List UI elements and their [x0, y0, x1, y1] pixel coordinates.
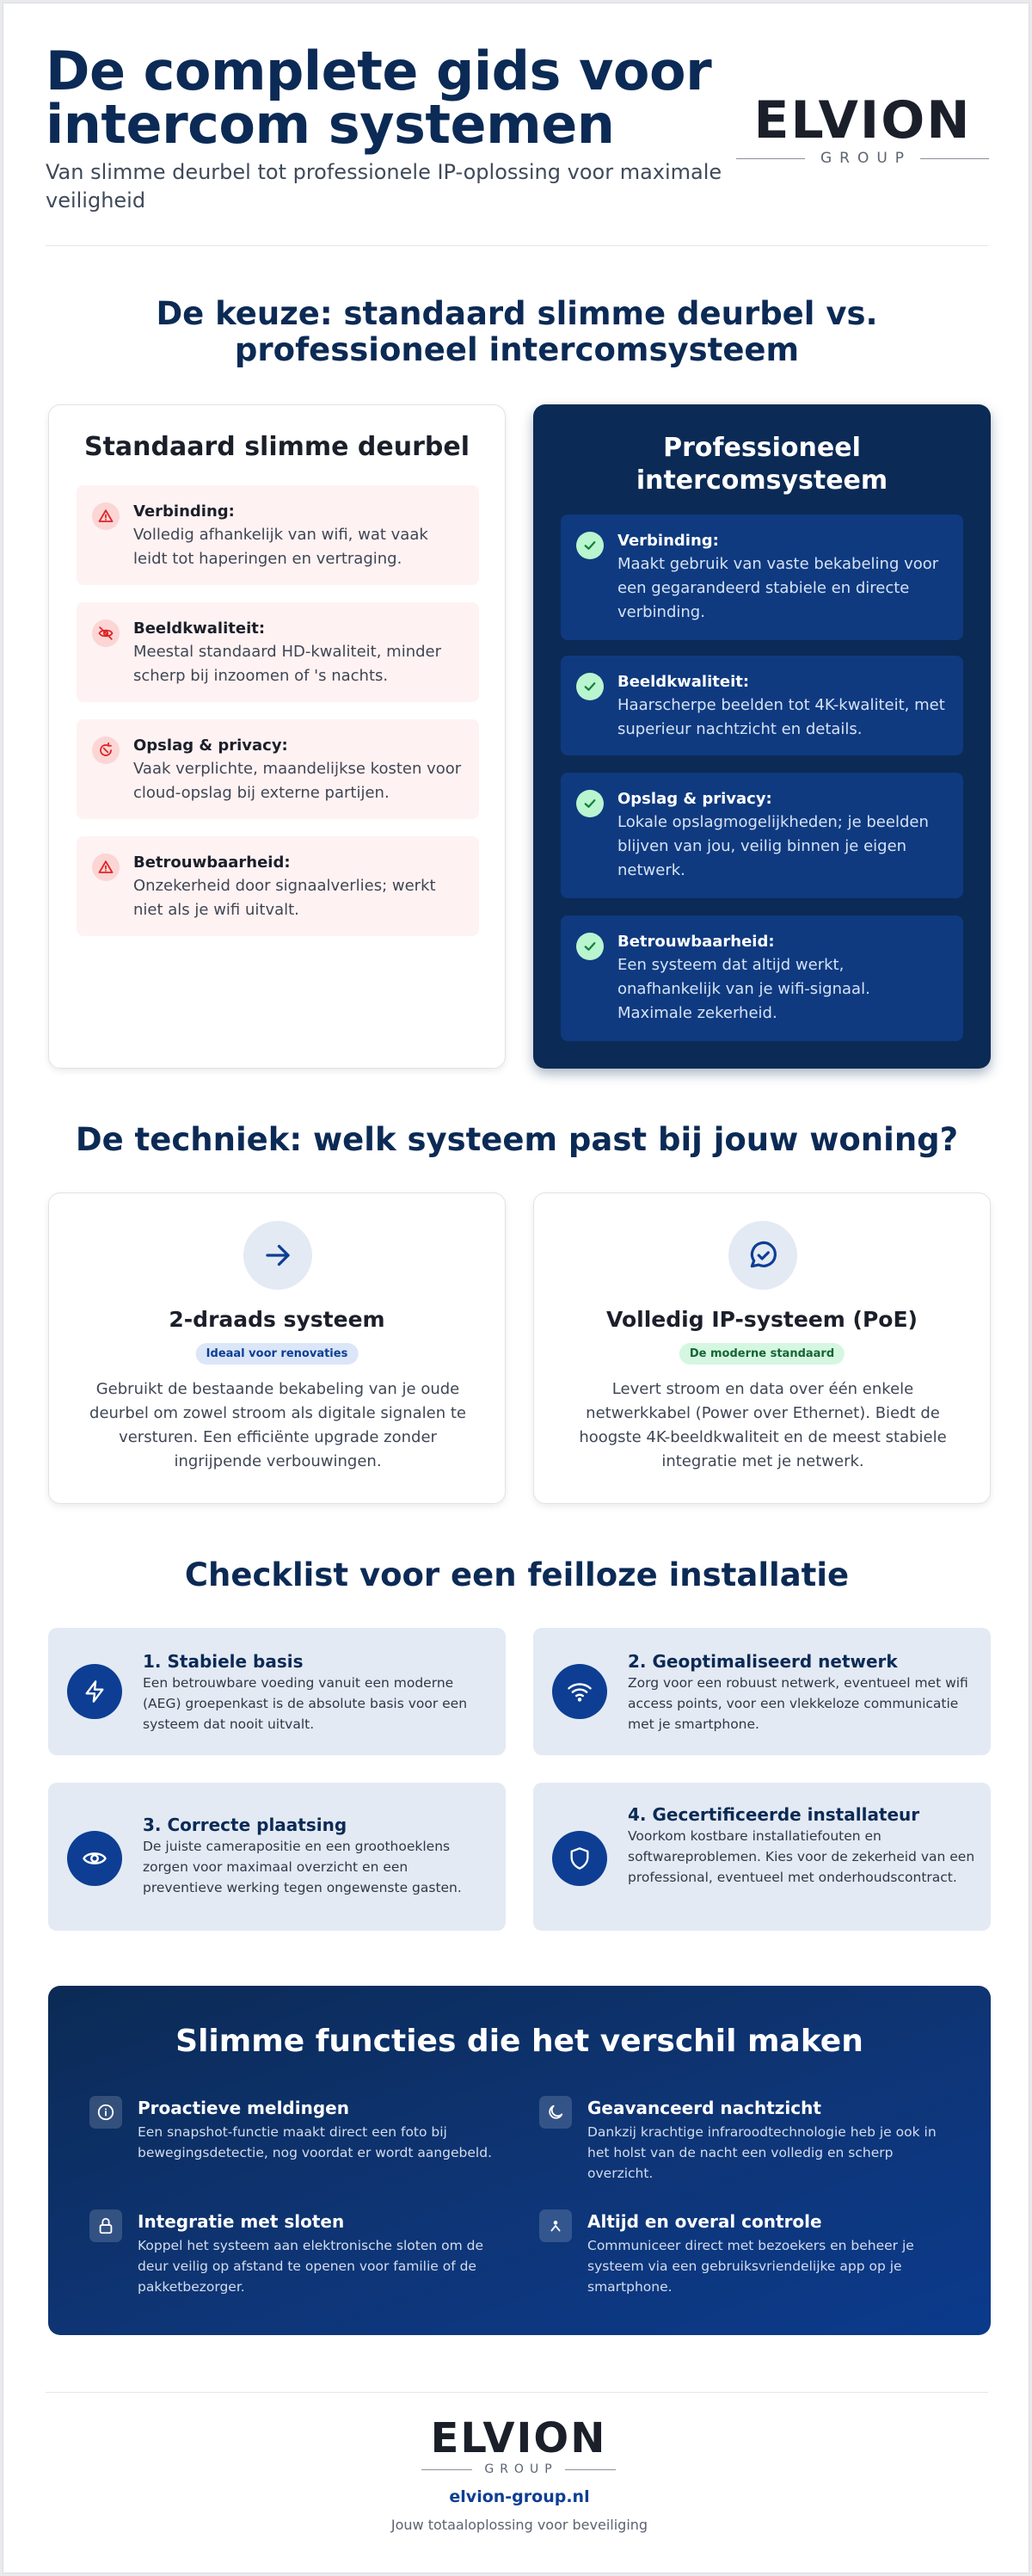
checklist-item-title: 4. Gecertificeerde installateur	[628, 1804, 920, 1825]
item-text: Meestal standaard HD-kwaliteit, minder scherp bij inzoomen of 's nachts.	[133, 643, 442, 685]
eye-off-icon	[92, 619, 120, 647]
checklist-item	[533, 1628, 991, 1755]
logo-group-text: GROUP	[484, 2462, 558, 2476]
item-label: Beeldkwaliteit:	[133, 619, 266, 638]
item-text: Maakt gebruik van vaste bekabeling voor een gegarandeerd stabiele en directe verbinding.	[617, 555, 939, 621]
technique-card-title: 2-draads systeem	[169, 1307, 385, 1332]
item-label: Betrouwbaarheid:	[133, 854, 291, 872]
checklist-item-text: Voorkom kostbare installatiefouten en softwareproblemen. Kies voor de zekerheid van een professional, eventueel met onderhoudscontract.	[628, 1828, 975, 1885]
item-label: Verbinding:	[617, 532, 719, 550]
check-icon	[576, 933, 604, 960]
logo-group-text: GROUP	[820, 150, 912, 167]
warning-icon	[92, 854, 120, 881]
arrow-right-icon	[243, 1221, 312, 1290]
logo-group-line	[421, 2462, 616, 2476]
comparison-card-standard	[48, 404, 506, 1069]
check-icon	[576, 532, 604, 559]
item-text: Volledig afhankelijk van wifi, wat vaak leidt tot haperingen en vertraging.	[133, 526, 428, 568]
checklist-item-title: 3. Correcte plaatsing	[143, 1815, 347, 1835]
checklist-item	[533, 1783, 991, 1931]
comparison-item	[561, 656, 963, 755]
lock-icon	[89, 2209, 122, 2242]
item-text: Onzekerheid door signaalverlies; werkt niet als je wifi uitvalt.	[133, 877, 436, 919]
item-label: Opslag & privacy:	[617, 790, 772, 808]
card-title: Standaard slimme deurbel	[83, 432, 470, 462]
shield-icon	[552, 1831, 607, 1886]
logo-group-line	[736, 150, 989, 167]
website-link[interactable]: elvion-group.nl	[449, 2487, 590, 2506]
chat-check-icon	[728, 1221, 797, 1290]
logo-wordmark: ELVION	[430, 2414, 607, 2462]
feature-title: Altijd en overal controle	[587, 2211, 822, 2232]
checklist-item-text: De juiste camerapositie en een groothoeklens zorgen voor maximaal overzicht en een preventieve werking tegen ongewenste gasten.	[143, 1839, 462, 1895]
technique-card-text: Levert stroom en data over één enkele netwerkkabel (Power over Ethernet). Biedt de hoogste 4K-beeldkwaliteit en de meest stabiele integratie met je netwerk.	[579, 1380, 947, 1470]
footer-tagline: Jouw totaaloplossing voor beveiliging	[390, 2517, 648, 2533]
checklist-item	[48, 1628, 506, 1755]
info-icon	[89, 2096, 122, 2129]
checklist-item-title: 1. Stabiele basis	[143, 1651, 304, 1672]
moon-icon	[539, 2096, 572, 2129]
item-text: Lokale opslagmogelijkheden; je beelden blijven van jou, veilig binnen je eigen netwerk.	[617, 813, 929, 879]
technique-card-ip	[533, 1192, 991, 1504]
comparison-title: De keuze: standaard slimme deurbel vs. professioneel intercomsysteem	[156, 295, 878, 368]
item-label: Beeldkwaliteit:	[617, 673, 750, 691]
item-label: Betrouwbaarheid:	[617, 933, 775, 951]
feature-title: Geavanceerd nachtzicht	[587, 2098, 821, 2118]
technique-card-text: Gebruikt de bestaande bekabeling van je oude deurbel om zowel stroom als digitale signalen te versturen. Een efficiënte upgrade zonder ingrijpende verbouwingen.	[89, 1380, 466, 1470]
feature-text: Dankzij krachtige infraroodtechnologie heb je ook in het holst van de nacht een volledig en scherp overzicht.	[587, 2124, 937, 2181]
technique-card-title: Volledig IP-systeem (PoE)	[606, 1307, 918, 1332]
checklist-item	[48, 1783, 506, 1931]
divider	[46, 2392, 988, 2393]
technique-badge: De moderne standaard	[679, 1343, 845, 1365]
eye-icon	[67, 1831, 122, 1886]
feature-title: Integratie met sloten	[138, 2211, 345, 2232]
warning-icon	[92, 502, 120, 530]
comparison-item	[561, 515, 963, 640]
card-title: Professioneel intercomsysteem	[636, 433, 888, 496]
refresh-icon	[92, 736, 120, 764]
checklist-title: Checklist voor een feilloze installatie	[184, 1556, 850, 1593]
item-label: Verbinding:	[133, 502, 235, 521]
comparison-item	[77, 836, 479, 936]
checklist-item-title: 2. Geoptimaliseerd netwerk	[628, 1651, 898, 1672]
page-subtitle: Van slimme deurbel tot professionele IP-oplossing voor maximale veiligheid	[46, 160, 722, 213]
header-logo	[736, 90, 989, 167]
page	[3, 3, 1029, 2573]
divider	[46, 245, 988, 246]
item-label: Opslag & privacy:	[133, 736, 288, 755]
technique-badge: Ideaal voor renovaties	[196, 1343, 359, 1365]
features-title: Slimme functies die het verschil maken	[175, 2024, 863, 2059]
item-text: Vaak verplichte, maandelijkse kosten voor cloud-opslag bij externe partijen.	[133, 760, 462, 802]
comparison-card-professional	[533, 404, 991, 1069]
page-title: De complete gids voor intercom systemen	[46, 40, 712, 156]
comparison-item	[77, 602, 479, 702]
comparison-item	[77, 485, 479, 585]
logo-wordmark: ELVION	[753, 90, 972, 151]
comparison-item	[561, 915, 963, 1041]
check-icon	[576, 790, 604, 817]
feature-text: Communiceer direct met bezoekers en beheer je systeem via een gebruiksvriendelijke app op je smartphone.	[587, 2238, 914, 2295]
item-text: Een systeem dat altijd werkt, onafhankelijk van je wifi-signaal. Maximale zekerheid.	[617, 956, 870, 1022]
checklist-item-text: Zorg voor een robuust netwerk, eventueel met wifi access points, voor een vlekkeloze communicatie met je smartphone.	[628, 1675, 968, 1732]
comparison-item	[77, 719, 479, 819]
feature-text: Koppel het systeem aan elektronische sloten om de deur veilig op afstand te openen voor familie of de pakketbezorger.	[138, 2238, 484, 2295]
technique-card-2-wire	[48, 1192, 506, 1504]
feature-title: Proactieve meldingen	[138, 2098, 349, 2118]
bolt-icon	[67, 1664, 122, 1719]
features-panel	[48, 1986, 991, 2335]
feature-text: Een snapshot-functie maakt direct een foto bij bewegingsdetectie, nog voordat er wordt aangebeld.	[138, 2124, 492, 2160]
footer-logo	[421, 2416, 616, 2476]
check-icon	[576, 673, 604, 700]
wifi-icon	[552, 1664, 607, 1719]
person-icon	[539, 2209, 572, 2242]
item-text: Haarscherpe beelden tot 4K-kwaliteit, met superieur nachtzicht en details.	[617, 696, 945, 738]
technique-title: De techniek: welk systeem past bij jouw woning?	[75, 1121, 959, 1158]
checklist-item-text: Een betrouwbare voeding vanuit een moderne (AEG) groepenkast is de absolute basis voor een systeem dat nooit uitvalt.	[143, 1675, 468, 1732]
comparison-item	[561, 773, 963, 898]
